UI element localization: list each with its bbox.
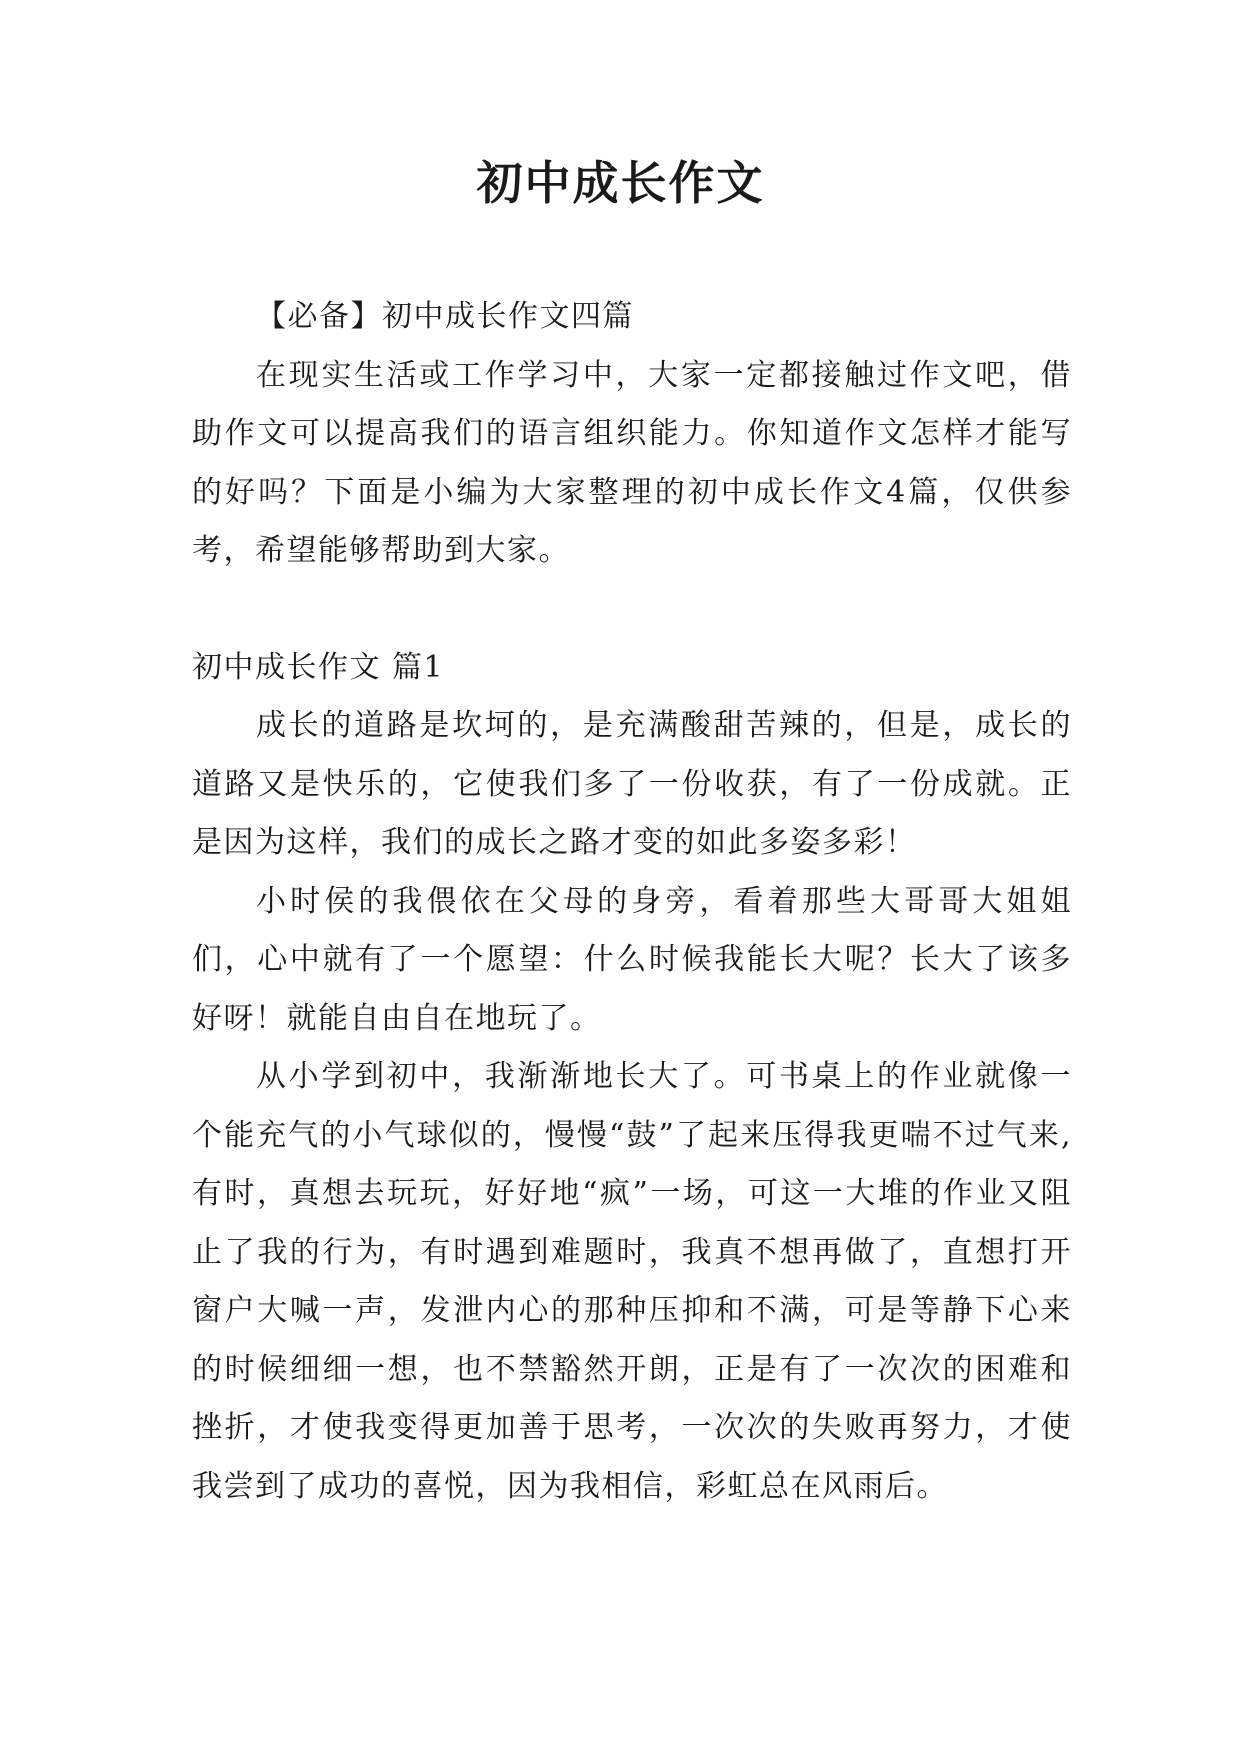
body-paragraph: 从小学到初中，我渐渐地长大了。可书桌上的作业就像一个能充气的小气球似的，慢慢“鼓”了起来压得我更喘不过气来,有时，真想去玩玩，好好地“疯”一场，可这一大堆的作业又阻止了我的行为，有时遇到难题时，我真不想再做了，直想打开窗户大喊一声，发泄内心的那种压抑和不满，可是等静下心来的时候细细一想，也不禁豁然开朗，正是有了一次次的困难和挫折，才使我变得更加善于思考，一次次的失败再努力，才使我尝到了成功的喜悦，因为我相信，彩虹总在风雨后。 [192,1059,1072,1504]
section-spacer [192,581,1072,639]
subtitle: 【必备】初中成长作文四篇 [256,299,634,334]
intro-paragraph: 在现实生活或工作学习中，大家一定都接触过作文吧，借助作文可以提高我们的语言组织能力。你知道作文怎样才能写的好吗？下面是小编为大家整理的初中成长作文4篇，仅供参考，希望能够帮助到大家。 [192,357,1072,568]
document-title: 初中成长作文 [476,156,765,210]
section-heading: 初中成长作文 篇1 [192,649,445,685]
document-body [192,288,1072,1516]
body-paragraph: 小时侯的我偎依在父母的身旁，看着那些大哥哥大姐姐们，心中就有了一个愿望：什么时候我能长大呢？长大了该多好呀！就能自由自在地玩了。 [192,883,1072,1036]
body-paragraph: 成长的道路是坎坷的，是充满酸甜苦辣的，但是，成长的道路又是快乐的，它使我们多了一份收获，有了一份成就。正是因为这样，我们的成长之路才变的如此多姿多彩！ [192,708,1072,860]
